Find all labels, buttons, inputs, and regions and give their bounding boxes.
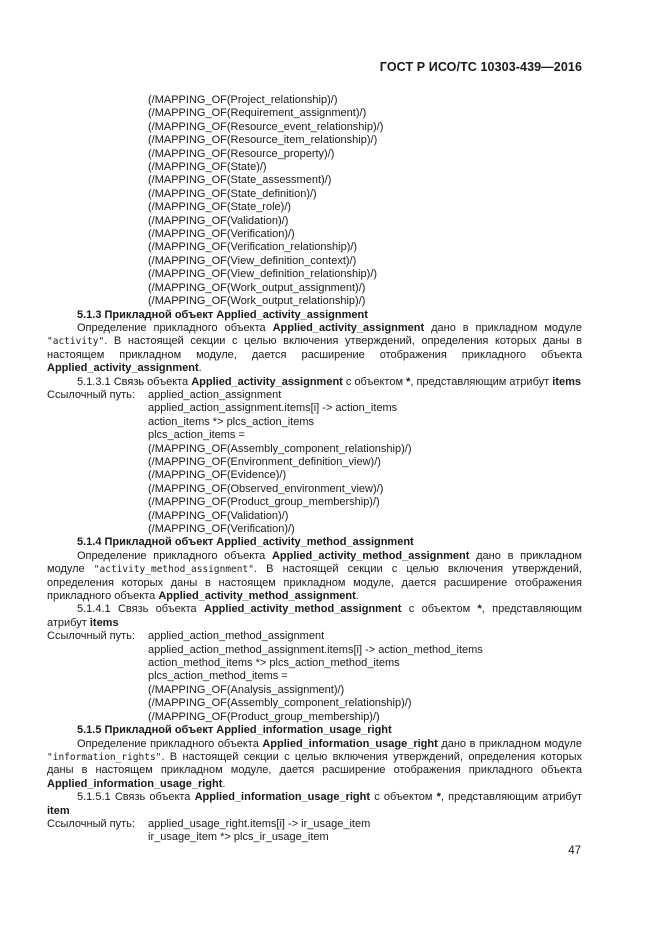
mapping-path: ir_usage_item *> plcs_ir_usage_item <box>148 831 329 844</box>
module-name: "activity" <box>47 336 105 348</box>
mapping-path: applied_action_assignment <box>148 388 282 401</box>
text: . <box>222 777 226 790</box>
mapping-list-continued <box>47 94 582 309</box>
text: . В настоящей секции с целью включения утверждений, определения которых даны в настоящем прикладном модуле, дается расширение отображения прикладного объекта <box>47 563 582 603</box>
section-heading-5-1-4: 5.1.4 Прикладной объект Applied_activity_method_assignment <box>77 536 414 549</box>
mapping-path: action_items *> plcs_action_items <box>148 415 314 428</box>
mapping-path: (/MAPPING_OF(Resource_item_relationship)/) <box>148 134 378 147</box>
entity-name: * <box>436 791 441 804</box>
reference-path-label: Ссылочный путь: <box>47 817 135 830</box>
entity-name: Applied_activity_method_assignment <box>204 603 402 616</box>
subsection-5-1-4-1 <box>47 603 582 630</box>
mapping-path: plcs_action_items = <box>148 429 245 442</box>
text: с объектом <box>401 603 478 616</box>
entity-name: Applied_information_usage_right <box>194 791 371 804</box>
reference-path-row <box>47 818 582 831</box>
text: . В настоящей секции с целью включения утверждений, определения которых даны в настоящем прикладном модуле, дается расширение отображения прикладного объекта <box>47 335 582 361</box>
section-paragraph-5-1-4 <box>47 550 582 604</box>
mapping-path: (/MAPPING_OF(View_definition_context)/) <box>148 254 357 267</box>
document-header: ГОСТ Р ИСО/ТС 10303-439—2016 <box>379 60 582 74</box>
mapping-path: (/MAPPING_OF(Validation)/) <box>148 509 289 522</box>
text: . В настоящей секции с целью включения утверждений, определения которых даны в настоящем прикладном модуле, дается расширение отображения прикладного объекта <box>47 750 582 777</box>
text: . <box>198 362 202 375</box>
module-name: "activity_method_assignment" <box>93 564 254 576</box>
mapping-path: (/MAPPING_OF(State_assessment)/) <box>148 174 332 187</box>
text: 5.1.5.1 Связь объекта <box>77 791 195 804</box>
section-heading-5-1-3: 5.1.3 Прикладной объект Applied_activity_assignment <box>77 308 368 321</box>
module-name: "information_rights" <box>47 751 162 763</box>
text: , представляющим атрибут <box>440 791 582 804</box>
text: дано в прикладном модуле <box>424 321 582 334</box>
mapping-path: (/MAPPING_OF(Analysis_assignment)/) <box>148 683 345 696</box>
entity-name: * <box>406 375 411 388</box>
reference-path-row <box>47 389 582 402</box>
section-paragraph-5-1-3 <box>47 322 582 376</box>
attribute-name: items <box>89 616 119 629</box>
text: дано в прикладном модуле <box>437 737 582 750</box>
mapping-path: (/MAPPING_OF(State_definition)/) <box>148 187 317 200</box>
mapping-path: applied_action_method_assignment.items[i] -> action_method_items <box>148 643 483 656</box>
attribute-name: items <box>552 375 581 388</box>
mapping-path: (/MAPPING_OF(Verification_relationship)/) <box>148 241 358 254</box>
mapping-path: (/MAPPING_OF(Validation)/) <box>148 214 289 227</box>
entity-name: * <box>477 603 482 616</box>
subsection-5-1-5-1 <box>47 791 582 818</box>
section-heading-5-1-5: 5.1.5 Прикладной объект Applied_information_usage_right <box>77 724 392 737</box>
mapping-path: applied_usage_right.items[i] -> ir_usage_item <box>148 817 371 830</box>
mapping-path: (/MAPPING_OF(Product_group_membership)/) <box>148 496 380 509</box>
text: Определение прикладного объекта <box>77 737 263 750</box>
reference-path-label: Ссылочный путь: <box>47 630 135 643</box>
reference-path-label: Ссылочный путь: <box>47 388 135 401</box>
entity-name: Applied_information_usage_right <box>47 777 223 790</box>
mapping-path: (/MAPPING_OF(Resource_property)/) <box>148 147 335 160</box>
mapping-path: (/MAPPING_OF(Work_output_relationship)/) <box>148 295 366 308</box>
mapping-path: (/MAPPING_OF(State_role)/) <box>148 201 292 214</box>
mapping-path: applied_action_method_assignment <box>148 630 325 643</box>
subsection-5-1-3-1 <box>47 376 582 389</box>
mapping-path: (/MAPPING_OF(Work_output_assignment)/) <box>148 281 366 294</box>
text: с объектом <box>370 791 437 804</box>
entity-name: Applied_activity_assignment <box>191 375 343 388</box>
section-paragraph-5-1-5 <box>47 738 582 792</box>
entity-name: Applied_activity_method_assignment <box>158 590 356 603</box>
reference-path-row <box>47 630 582 643</box>
mapping-path: action_method_items *> plcs_action_method_items <box>148 657 400 670</box>
entity-name: Applied_activity_assignment <box>272 321 425 334</box>
page-content <box>47 94 582 845</box>
text: 5.1.3.1 Связь объекта <box>77 375 192 388</box>
entity-name: Applied_information_usage_right <box>262 737 438 750</box>
mapping-path: (/MAPPING_OF(Requirement_assignment)/) <box>148 107 367 120</box>
text: Определение прикладного объекта <box>77 321 273 334</box>
text: Определение прикладного объекта <box>77 549 272 562</box>
mapping-path: (/MAPPING_OF(Assembly_component_relationship)/) <box>148 442 412 455</box>
mapping-path: (/MAPPING_OF(Verification)/) <box>148 228 295 241</box>
text: дано в прикладном модуле <box>47 549 582 576</box>
mapping-path: applied_action_assignment.items[i] -> action_items <box>148 402 398 415</box>
text: , представляющим атрибут <box>47 603 582 629</box>
mapping-path: (/MAPPING_OF(Verification)/) <box>148 523 295 535</box>
text: 5.1.4.1 Связь объекта <box>77 603 204 616</box>
mapping-path: (/MAPPING_OF(Evidence)/) <box>148 469 287 482</box>
mapping-path: (/MAPPING_OF(Project_relationship)/) <box>148 94 338 106</box>
text: , представляющим атрибут <box>410 375 553 388</box>
mapping-path: (/MAPPING_OF(Environment_definition_view)/) <box>148 455 381 468</box>
mapping-path: plcs_action_method_items = <box>148 670 288 683</box>
mapping-path: (/MAPPING_OF(Assembly_component_relationship)/) <box>148 697 412 710</box>
text: . <box>355 590 359 603</box>
text: с объектом <box>342 375 407 388</box>
entity-name: Applied_activity_assignment <box>47 362 199 375</box>
mapping-path: (/MAPPING_OF(Product_group_membership)/) <box>148 710 380 723</box>
entity-name: Applied_activity_method_assignment <box>271 549 470 562</box>
mapping-path: (/MAPPING_OF(Observed_environment_view)/) <box>148 482 384 495</box>
page-number: 47 <box>568 845 581 857</box>
mapping-path: (/MAPPING_OF(Resource_event_relationship)/) <box>148 120 384 133</box>
attribute-name: item <box>47 804 70 817</box>
mapping-path: (/MAPPING_OF(State)/) <box>148 161 267 174</box>
mapping-path: (/MAPPING_OF(View_definition_relationship)/) <box>148 268 378 281</box>
